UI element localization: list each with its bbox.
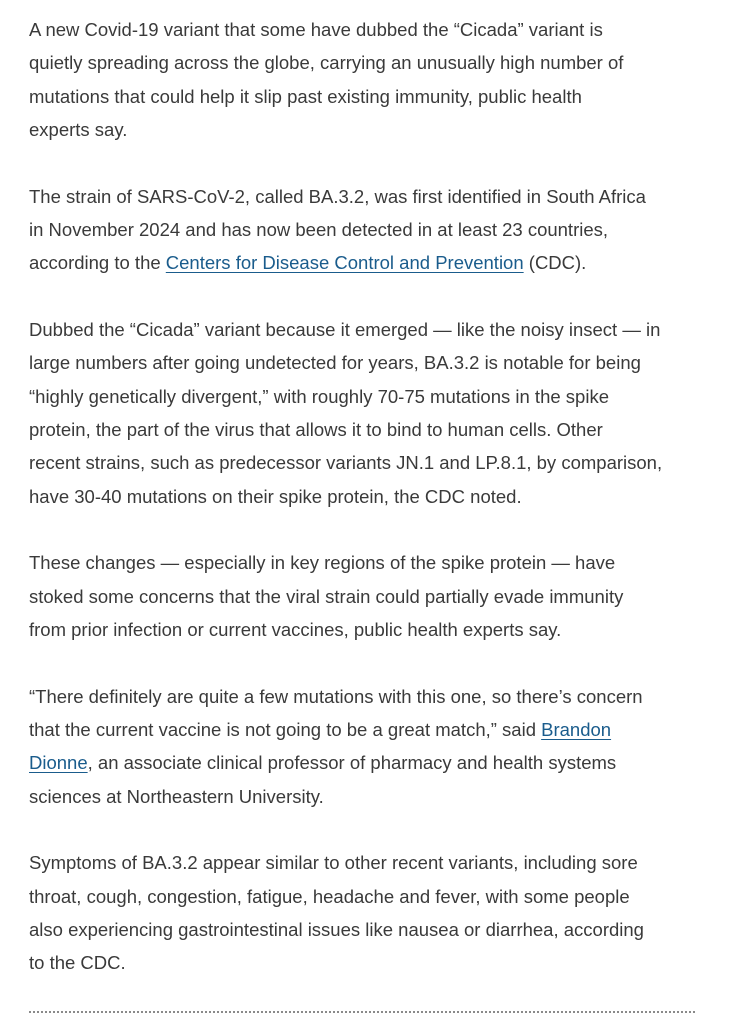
paragraph-strain-text: The strain of SARS-CoV-2, called BA.3.2, was first identified in South Africa in November 2024 and has now been detected in at least 23 countries, according to the [29,185,646,274]
paragraph-quote-tail: , an associate clinical professor of pharmacy and health systems sciences at Northeastern University. [29,752,617,807]
paragraph-strain-tail: (CDC). [523,252,587,274]
article-body [29,13,701,1013]
paragraph-strain [29,180,701,280]
paragraph-changes: These changes — especially in key regions of the spike protein — have stoked some concerns that the viral strain could partially evade immunity from prior infection or current vaccines, public health experts say. [29,552,624,641]
paragraph-cicada: Dubbed the “Cicada” variant because it emerged — like the noisy insect — in large numbers after going undetected for years, BA.3.2 is notable for being “highly genetically divergent,” with roughly 70-75 mutations in the spike protein, the part of the virus that allows it to bind to human cells. Other recent strains, such as predecessor variants JN.1 and LP.8.1, by comparison, have 30-40 mutations on their spike protein, the CDC noted. [29,318,663,507]
paragraph-intro: A new Covid-19 variant that some have dubbed the “Cicada” variant is quietly spreading across the globe, carrying an unusually high number of mutations that could help it slip past existing immunity, public health experts say. [29,19,624,141]
cdc-link[interactable]: Centers for Disease Control and Prevention [165,252,524,274]
paragraph-quote [29,680,701,814]
dotted-divider [29,1011,695,1013]
brandon-dionne-link[interactable]: Brandon Dionne [29,718,612,774]
paragraph-symptoms: Symptoms of BA.3.2 appear similar to other recent variants, including sore throat, cough, congestion, fatigue, headache and fever, with some people also experiencing gastrointestinal issues like nausea or diarrhea, according to the CDC. [29,852,644,974]
paragraph-quote-text: “There definitely are quite a few mutations with this one, so there’s concern that the current vaccine is not going to be a great match,” said [29,685,643,740]
